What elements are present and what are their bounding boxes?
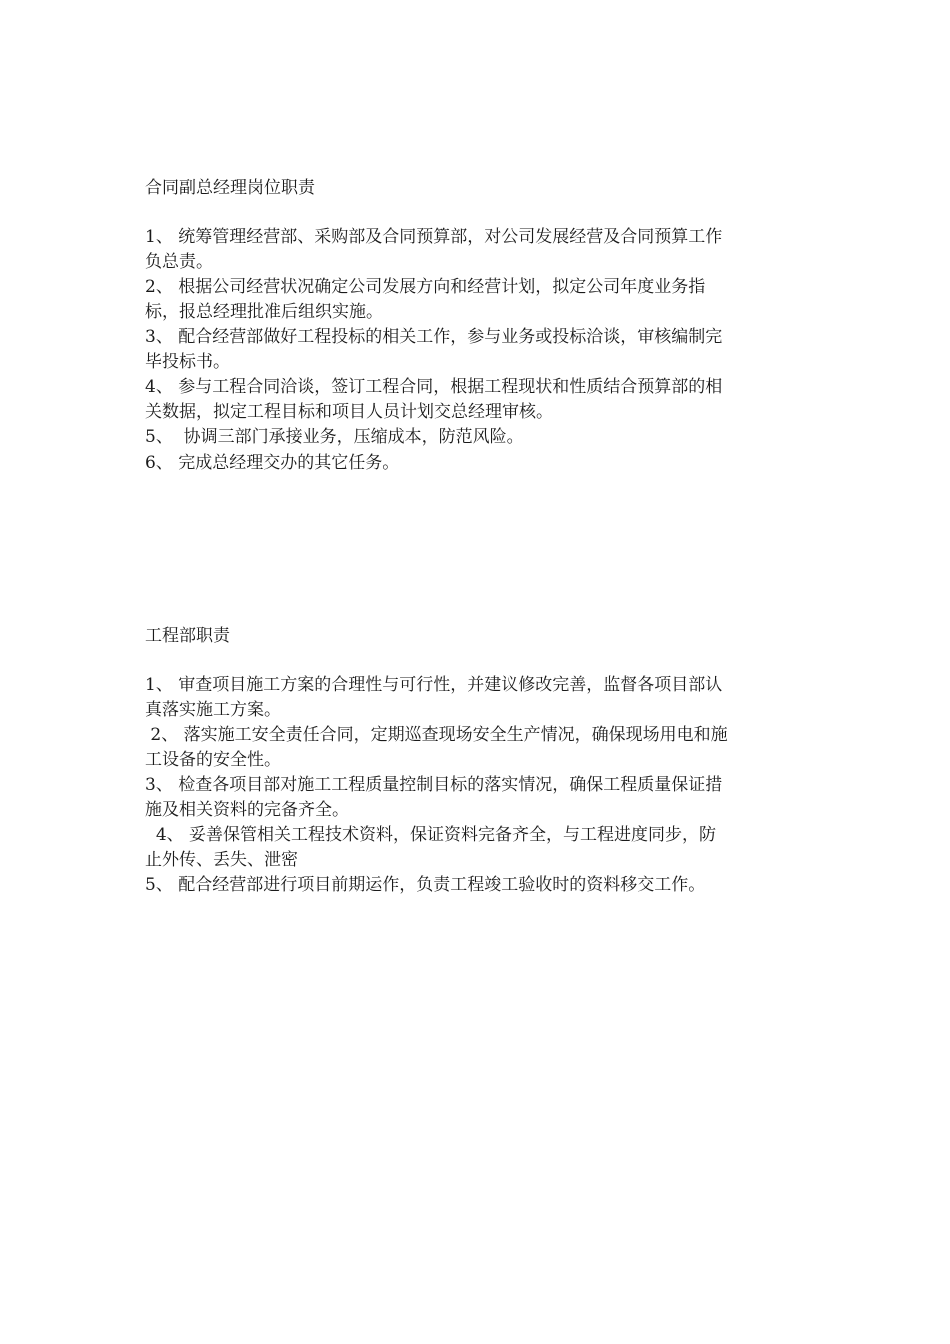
duty-item: 6、 完成总经理交办的其它任务。 — [145, 452, 400, 473]
section-deputy-gm-duties — [145, 176, 730, 476]
duty-item: 5、 协调三部门承接业务，压缩成本，防范风险。 — [145, 427, 524, 447]
section-engineering-dept-duties — [145, 624, 730, 899]
duty-item: 4、 参与工程合同洽谈，签订工程合同，根据工程现状和性质结合预算部的相关数据，拟定工程目标和项目人员计划交总经理审核。 — [145, 377, 723, 422]
duty-item: 3、 检查各项目部对施工工程质量控制目标的落实情况，确保工程质量保证措施及相关资料的完备齐全。 — [145, 775, 723, 820]
duty-item: 4、 妥善保管相关工程技术资料，保证资料完备齐全，与工程进度同步，防止外传、丢失、泄密 — [145, 825, 717, 870]
duty-item: 1、 审查项目施工方案的合理性与可行性，并建议修改完善，监督各项目部认真落实施工方案。 — [145, 675, 723, 720]
duty-item: 2、 落实施工安全责任合同，定期巡查现场安全生产情况，确保现场用电和施工设备的安全性。 — [145, 725, 728, 770]
duty-item: 1、 统筹管理经营部、采购部及合同预算部，对公司发展经营及合同预算工作负总责。 — [145, 227, 723, 272]
section-title: 工程部职责 — [145, 626, 230, 646]
duty-item: 2、 根据公司经营状况确定公司发展方向和经营计划，拟定公司年度业务指标，报总经理批准后组织实施。 — [145, 277, 706, 322]
duty-item: 3、 配合经营部做好工程投标的相关工作，参与业务或投标洽谈，审核编制完毕投标书。 — [145, 327, 723, 372]
duty-item: 5、 配合经营部进行项目前期运作，负责工程竣工验收时的资料移交工作。 — [145, 875, 706, 895]
section-title: 合同副总经理岗位职责 — [145, 178, 315, 198]
